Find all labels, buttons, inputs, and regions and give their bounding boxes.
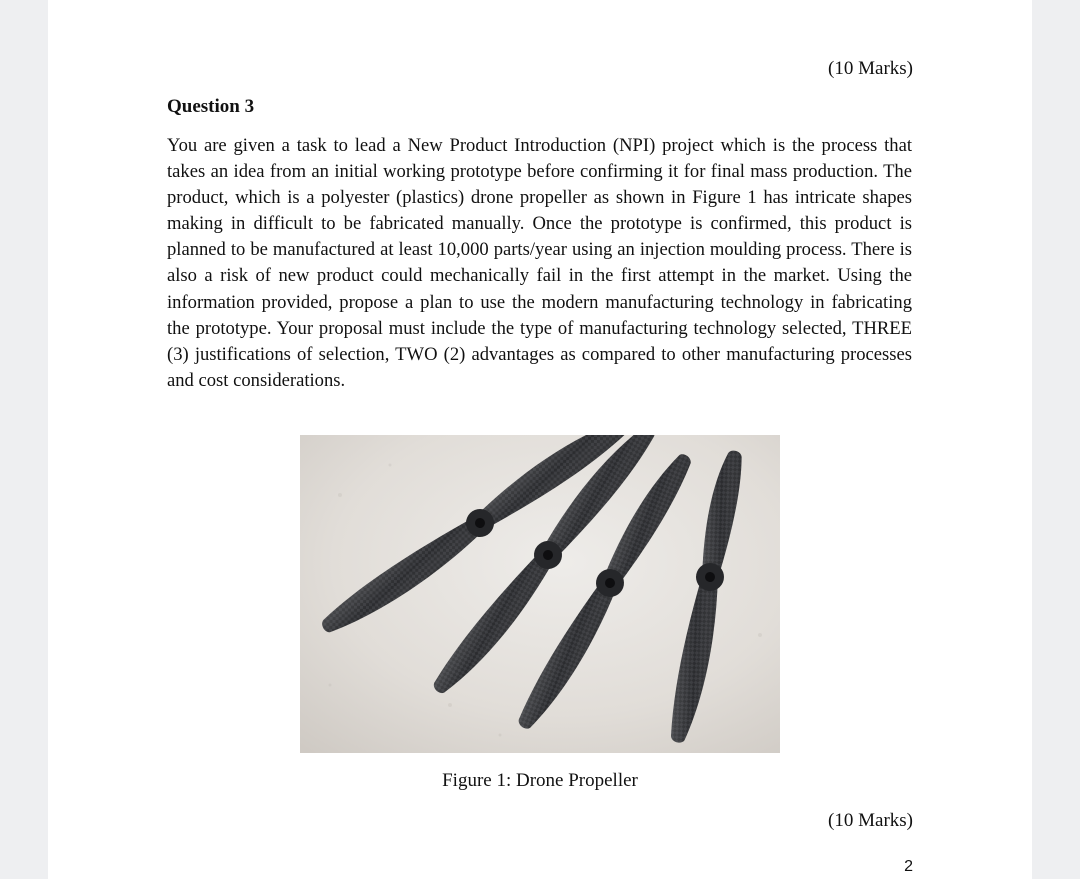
previous-page-text-fragment <box>288 0 408 2</box>
page-number: 2 <box>904 858 913 875</box>
question-title: Question 3 <box>167 96 255 117</box>
document-page <box>48 0 1032 879</box>
question-body: You are given a task to lead a New Product Introduction (NPI) project which is the process that takes an idea from an initial working prototype before confirming it for final mass production. The product, which is a polyester (plastics) drone propeller as shown in Figure 1 has intricate shapes making in difficult to be fabricated manually. Once the prototype is confirmed, this product is planned to be manufactured at least 10,000 parts/year using an injection moulding process. There is also a risk of new product could mechanically fail in the first attempt in the market. Using the information provided, propose a plan to use the modern manufacturing technology in fabricating the prototype. Your proposal must include the type of manufacturing technology selected, THREE (3) justifications of selection, TWO (2) advantages as compared to other manufacturing processes and cost considerations. <box>167 135 912 391</box>
figure-caption: Figure 1: Drone Propeller <box>442 770 638 791</box>
figure-drone-propeller-image <box>300 435 780 753</box>
marks-label-top: (10 Marks) <box>828 58 913 79</box>
marks-label-bottom: (10 Marks) <box>828 810 913 831</box>
